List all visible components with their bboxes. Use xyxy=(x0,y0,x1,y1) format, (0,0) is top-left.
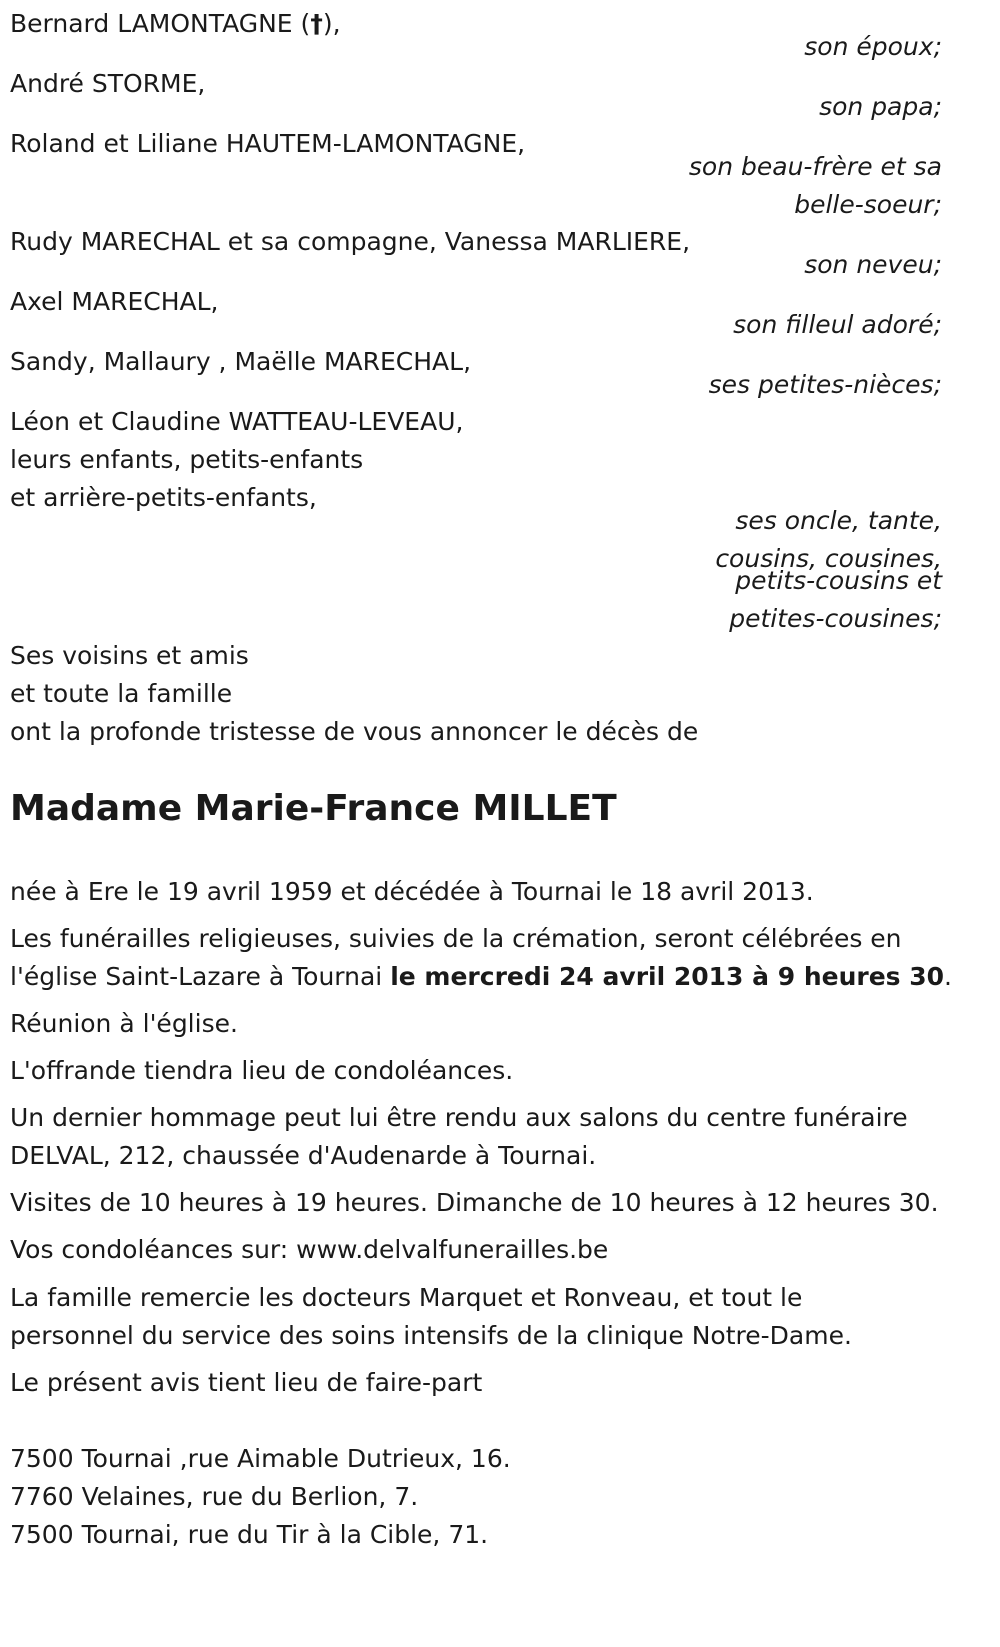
address-2: 7760 Velaines, rue du Berlion, 7. xyxy=(10,1482,419,1511)
family-relation-7a: ses oncle, tante, xyxy=(735,506,942,535)
thanks-text-2: personnel du service des soins intensifs de la clinique Notre-Dame. xyxy=(10,1321,852,1350)
address-1: 7500 Tournai ,rue Aimable Dutrieux, 16. xyxy=(10,1444,511,1473)
family-name-7a: Léon et Claudine WATTEAU-LEVEAU, xyxy=(10,407,464,436)
thanks-text-1: La famille remercie les docteurs Marquet et Ronveau, et tout le xyxy=(10,1283,803,1312)
homage-text-1: Un dernier hommage peut lui être rendu aux salons du centre funéraire xyxy=(10,1103,908,1132)
family-name-5: Axel MARECHAL, xyxy=(10,287,219,316)
cross-icon: † xyxy=(310,9,323,38)
family-relation-2: son papa; xyxy=(819,92,942,121)
family-name-6: Sandy, Mallaury , Maëlle MARECHAL, xyxy=(10,347,472,376)
funeral-date: le mercredi 24 avril 2013 à 9 heures 30 xyxy=(390,962,945,991)
family-name-3: Roland et Liliane HAUTEM-LAMONTAGNE, xyxy=(10,129,526,158)
offering-text: L'offrande tiendra lieu de condoléances. xyxy=(10,1056,514,1085)
reunion-text: Réunion à l'église. xyxy=(10,1009,238,1038)
family-relation-7b: cousins, cousines, xyxy=(715,544,942,573)
address-3: 7500 Tournai, rue du Tir à la Cible, 71. xyxy=(10,1520,489,1549)
intro-line-2: et toute la famille xyxy=(10,679,233,708)
family-relation-6: ses petites-nièces; xyxy=(708,370,942,399)
family-relation-3a: son beau-frère et sa xyxy=(688,152,942,181)
deceased-name: Madame Marie-France MILLET xyxy=(10,788,617,829)
family-relation-7c: petits-cousins et xyxy=(735,566,942,595)
funeral-text-1: Les funérailles religieuses, suivies de la crémation, seront célébrées en xyxy=(10,924,902,953)
family-name-4: Rudy MARECHAL et sa compagne, Vanessa MARLIERE, xyxy=(10,227,691,256)
family-relation-5: son filleul adoré; xyxy=(733,310,942,339)
notice-text: Le présent avis tient lieu de faire-part xyxy=(10,1368,483,1397)
family-relation-1: son époux; xyxy=(804,32,942,61)
intro-line-1: Ses voisins et amis xyxy=(10,641,249,670)
family-name-7b: leurs enfants, petits-enfants xyxy=(10,445,364,474)
family-relation-4: son neveu; xyxy=(804,250,942,279)
family-relation-7d: petites-cousines; xyxy=(729,604,942,633)
family-name-7c: et arrière-petits-enfants, xyxy=(10,483,317,512)
family-name-2: André STORME, xyxy=(10,69,206,98)
funeral-text-2: l'église Saint-Lazare à Tournai le mercredi 24 avril 2013 à 9 heures 30. xyxy=(10,962,952,991)
family-name-1: Bernard LAMONTAGNE (†), xyxy=(10,9,341,38)
visits-text: Visites de 10 heures à 19 heures. Dimanche de 10 heures à 12 heures 30. xyxy=(10,1188,939,1217)
condolences-text: Vos condoléances sur: www.delvalfunerailles.be xyxy=(10,1235,609,1264)
homage-text-2: DELVAL, 212, chaussée d'Audenarde à Tournai. xyxy=(10,1141,597,1170)
family-relation-3b: belle-soeur; xyxy=(794,190,942,219)
birth-death-text: née à Ere le 19 avril 1959 et décédée à Tournai le 18 avril 2013. xyxy=(10,877,814,906)
intro-line-3: ont la profonde tristesse de vous annoncer le décès de xyxy=(10,717,699,746)
